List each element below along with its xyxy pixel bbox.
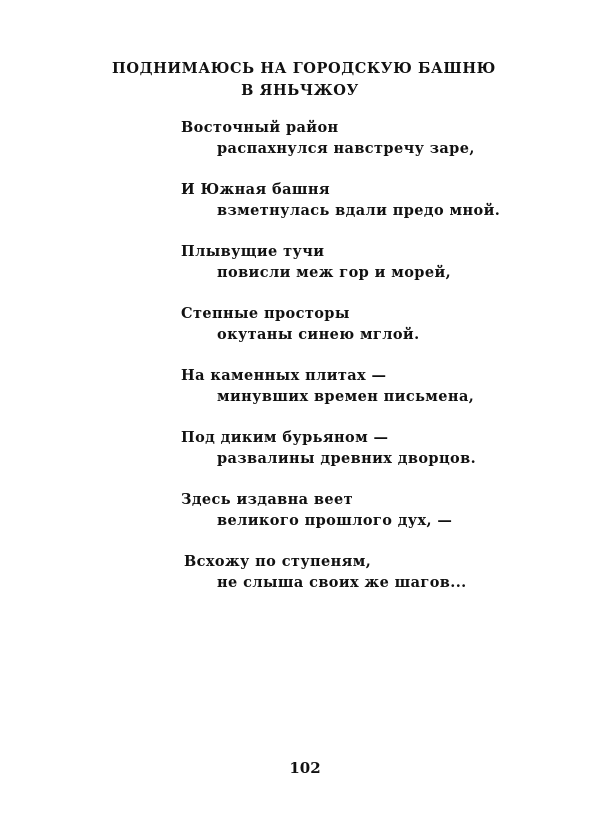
verse-line: Под диким бурьяном — [181,429,389,446]
verse-line-indented: окутаны синею мглой. [217,326,420,343]
stanza [0,118,600,180]
verse-line-indented: взметнулась вдали предо мной. [217,202,501,219]
verse-line-indented: не слыша своих же шагов... [217,574,467,591]
stanza [0,366,600,428]
verse-line: Здесь издавна веет [181,491,353,508]
verse-line: Всхожу по ступеням, [184,553,372,570]
poem-title: ПОДНИМАЮСЬ НА ГОРОДСКУЮ БАШНЮ [112,60,496,77]
verse-line: На каменных плитах — [181,367,387,384]
stanza [0,490,600,552]
verse-line: Плывущие тучи [181,243,325,260]
stanza [0,242,600,304]
stanza [0,428,600,490]
verse-line-indented: повисли меж гор и морей, [217,264,452,281]
poem-title-continuation: В ЯНЬЧЖОУ [241,82,359,99]
verse-line-indented: минувших времен письмена, [217,388,475,405]
verse-line-indented: развалины древних дворцов. [217,450,477,467]
poem-body [0,118,600,614]
stanza [0,180,600,242]
verse-line-indented: великого прошлого дух, — [217,512,453,529]
verse-line: Восточный район [181,119,339,136]
stanza [0,552,600,614]
verse-line: Степные просторы [181,305,350,322]
stanza [0,304,600,366]
page-number: 102 [289,759,321,777]
verse-line-indented: распахнулся навстречу заре, [217,140,475,157]
verse-line: И Южная башня [181,181,330,198]
